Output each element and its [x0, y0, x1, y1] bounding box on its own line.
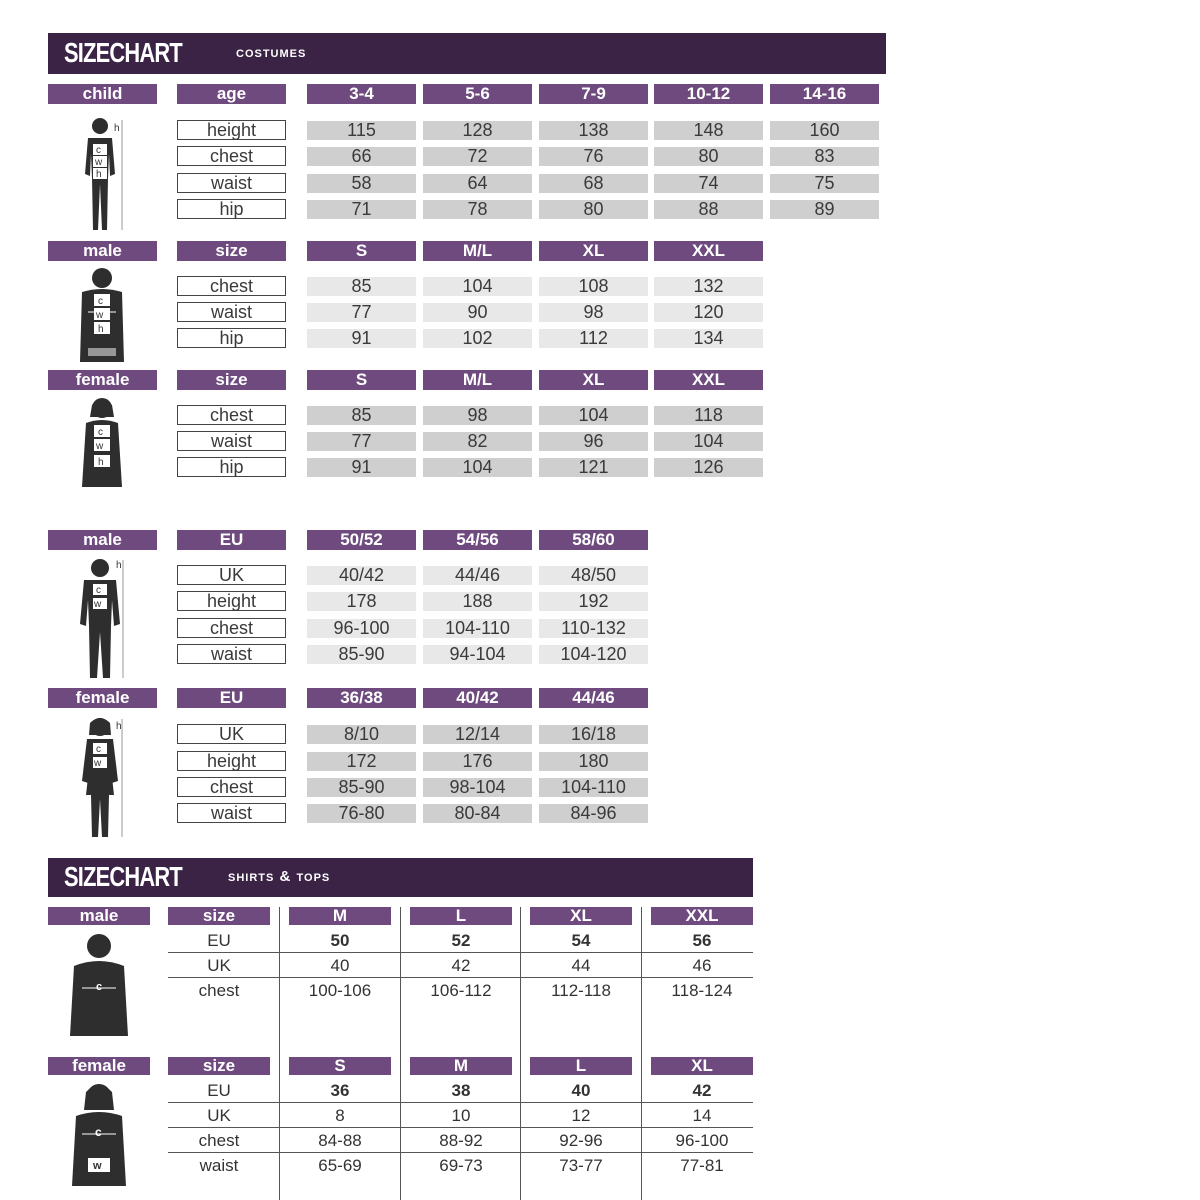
value-cell: 75 — [770, 174, 879, 193]
value-cell: 42 — [692, 1081, 712, 1100]
value-cell: 96 — [539, 432, 648, 451]
value-cell: 77-81 — [680, 1156, 724, 1175]
value-cell: 74 — [654, 174, 763, 193]
value-cell: 77 — [307, 303, 416, 322]
row-label: waist — [177, 302, 286, 322]
value-cell: 72 — [423, 147, 532, 166]
value-cell: 85-90 — [307, 778, 416, 797]
row-label: waist — [177, 803, 286, 823]
group-label-male: male — [48, 907, 150, 925]
size-header: 3-4 — [307, 84, 416, 104]
child-figure-icon — [78, 114, 128, 234]
value-cell: 36 — [330, 1081, 350, 1100]
value-cell: 10 — [451, 1106, 471, 1125]
value-cell: 50 — [330, 931, 350, 950]
value-cell: 83 — [770, 147, 879, 166]
svg-text:c: c — [96, 744, 101, 755]
size-header: 54/56 — [423, 530, 532, 550]
value-cell: 54 — [571, 931, 591, 950]
value-cell: 138 — [539, 121, 648, 140]
group-label-male: male — [48, 530, 157, 550]
group-label-female: female — [48, 688, 157, 708]
size-header: XXL — [651, 907, 753, 925]
value-cell: 88 — [654, 200, 763, 219]
value-cell: 98-104 — [423, 778, 532, 797]
value-cell: 85 — [307, 277, 416, 296]
value-cell: 40 — [571, 1081, 591, 1100]
row-divider — [168, 1152, 753, 1153]
value-cell: 44 — [571, 956, 591, 975]
value-cell: 73-77 — [559, 1156, 603, 1175]
costumes-banner-subtitle: costumes — [236, 44, 307, 61]
row-label: chest — [177, 146, 286, 166]
value-cell: 78 — [423, 200, 532, 219]
row-label: height — [177, 120, 286, 140]
value-cell: 120 — [654, 303, 763, 322]
value-cell: 14 — [692, 1106, 712, 1125]
costumes-banner — [48, 33, 886, 74]
value-cell: 68 — [539, 174, 648, 193]
value-cell: 118 — [654, 406, 763, 425]
row-label: hip — [177, 199, 286, 219]
row-label: hip — [177, 328, 286, 348]
value-cell: 76 — [539, 147, 648, 166]
value-cell: 128 — [423, 121, 532, 140]
header-label-size: size — [168, 1057, 270, 1075]
svg-text:w: w — [96, 310, 104, 321]
shirts-banner — [48, 858, 753, 897]
svg-text:w: w — [94, 599, 102, 610]
value-cell: 192 — [539, 592, 648, 611]
value-cell: 104-110 — [539, 778, 648, 797]
size-header: 50/52 — [307, 530, 416, 550]
column-divider — [279, 907, 280, 1200]
value-cell: 104 — [423, 277, 532, 296]
row-label: UK — [207, 1106, 231, 1125]
value-cell: 172 — [307, 752, 416, 771]
value-cell: 110-132 — [539, 619, 648, 638]
row-label: EU — [207, 1081, 231, 1100]
size-header: XL — [539, 241, 648, 261]
row-label: chest — [198, 981, 240, 1000]
header-label-size: size — [177, 370, 286, 390]
svg-text:w: w — [94, 758, 102, 769]
svg-text:c: c — [96, 145, 101, 156]
value-cell: 82 — [423, 432, 532, 451]
value-cell: 98 — [539, 303, 648, 322]
row-label: waist — [177, 644, 286, 664]
value-cell: 91 — [307, 458, 416, 477]
size-header: S — [289, 1057, 391, 1075]
header-label-eu: EU — [177, 688, 286, 708]
column-divider — [520, 907, 521, 1200]
svg-text:h: h — [96, 169, 102, 180]
female-torso-icon — [78, 395, 128, 491]
size-header: 40/42 — [423, 688, 532, 708]
header-label-size: size — [177, 241, 286, 261]
value-cell: 65-69 — [318, 1156, 362, 1175]
value-cell: 121 — [539, 458, 648, 477]
svg-text:h: h — [114, 123, 120, 134]
row-divider — [168, 1102, 753, 1103]
size-header: XXL — [654, 370, 763, 390]
value-cell: 104 — [423, 458, 532, 477]
value-cell: 108 — [539, 277, 648, 296]
value-cell: 8/10 — [307, 725, 416, 744]
value-cell: 104-110 — [423, 619, 532, 638]
size-header: M/L — [423, 241, 532, 261]
header-label-eu: EU — [177, 530, 286, 550]
value-cell: 92-96 — [559, 1131, 603, 1150]
header-label-size: size — [168, 907, 270, 925]
row-label: UK — [207, 956, 231, 975]
size-header: M — [410, 1057, 512, 1075]
value-cell: 104 — [539, 406, 648, 425]
value-cell: 46 — [692, 956, 712, 975]
value-cell: 44/46 — [423, 566, 532, 585]
value-cell: 56 — [692, 931, 712, 950]
row-label: waist — [177, 173, 286, 193]
svg-text:c: c — [98, 427, 103, 438]
value-cell: 84-96 — [539, 804, 648, 823]
svg-text:h: h — [98, 457, 104, 468]
value-cell: 178 — [307, 592, 416, 611]
value-cell: 80-84 — [423, 804, 532, 823]
value-cell: 38 — [451, 1081, 471, 1100]
size-header: M — [289, 907, 391, 925]
value-cell: 40/42 — [307, 566, 416, 585]
value-cell: 84-88 — [318, 1131, 362, 1150]
value-cell: 66 — [307, 147, 416, 166]
value-cell: 58 — [307, 174, 416, 193]
value-cell: 176 — [423, 752, 532, 771]
shirts-banner-title: SIZECHART — [64, 861, 182, 892]
size-header: 5-6 — [423, 84, 532, 104]
shirt-female-torso-icon — [66, 1080, 132, 1188]
value-cell: 76-80 — [307, 804, 416, 823]
row-label: waist — [199, 1156, 239, 1175]
row-label: height — [177, 751, 286, 771]
costumes-banner-title: SIZECHART — [64, 37, 182, 68]
value-cell: 160 — [770, 121, 879, 140]
value-cell: 16/18 — [539, 725, 648, 744]
size-header: S — [307, 370, 416, 390]
size-header: XL — [530, 907, 632, 925]
row-divider — [168, 977, 753, 978]
value-cell: 90 — [423, 303, 532, 322]
value-cell: 12 — [571, 1106, 591, 1125]
size-header: 7-9 — [539, 84, 648, 104]
row-divider — [168, 952, 753, 953]
value-cell: 91 — [307, 329, 416, 348]
value-cell: 100-106 — [308, 981, 372, 1000]
row-label: UK — [177, 724, 286, 744]
size-header: 14-16 — [770, 84, 879, 104]
value-cell: 40 — [330, 956, 350, 975]
svg-text:c: c — [96, 981, 103, 993]
value-cell: 85 — [307, 406, 416, 425]
value-cell: 80 — [654, 147, 763, 166]
row-label: UK — [177, 565, 286, 585]
row-label: chest — [177, 276, 286, 296]
value-cell: 115 — [307, 121, 416, 140]
value-cell: 77 — [307, 432, 416, 451]
value-cell: 118-124 — [671, 981, 733, 1000]
value-cell: 69-73 — [439, 1156, 483, 1175]
svg-text:h: h — [116, 560, 122, 571]
group-label-male: male — [48, 241, 157, 261]
value-cell: 96-100 — [307, 619, 416, 638]
value-cell: 180 — [539, 752, 648, 771]
size-header: L — [410, 907, 512, 925]
value-cell: 102 — [423, 329, 532, 348]
svg-text:w: w — [96, 441, 104, 452]
size-header: 58/60 — [539, 530, 648, 550]
value-cell: 8 — [335, 1106, 345, 1125]
row-label: chest — [198, 1131, 240, 1150]
male-torso-icon — [76, 266, 128, 362]
row-label: chest — [177, 618, 286, 638]
size-header: S — [307, 241, 416, 261]
header-label-age: age — [177, 84, 286, 104]
svg-text:c: c — [95, 1125, 102, 1139]
male-figure-icon — [76, 556, 128, 682]
female-figure-icon — [78, 715, 128, 841]
size-header: XL — [539, 370, 648, 390]
size-header: 10-12 — [654, 84, 763, 104]
value-cell: 85-90 — [307, 645, 416, 664]
value-cell: 42 — [451, 956, 471, 975]
row-label: chest — [177, 777, 286, 797]
svg-text:c: c — [98, 296, 103, 307]
value-cell: 80 — [539, 200, 648, 219]
value-cell: 88-92 — [439, 1131, 483, 1150]
value-cell: 48/50 — [539, 566, 648, 585]
value-cell: 71 — [307, 200, 416, 219]
svg-text:w: w — [93, 1160, 102, 1172]
value-cell: 126 — [654, 458, 763, 477]
value-cell: 188 — [423, 592, 532, 611]
column-divider — [641, 907, 642, 1200]
group-label-child: child — [48, 84, 157, 104]
svg-text:h: h — [98, 324, 104, 335]
size-header: XXL — [654, 241, 763, 261]
value-cell: 52 — [451, 931, 471, 950]
value-cell: 89 — [770, 200, 879, 219]
row-label: hip — [177, 457, 286, 477]
size-header: 44/46 — [539, 688, 648, 708]
size-header: XL — [651, 1057, 753, 1075]
value-cell: 96-100 — [675, 1131, 729, 1150]
shirts-banner-subtitle: shirts & tops — [228, 868, 331, 885]
svg-text:w: w — [95, 157, 103, 168]
value-cell: 112-118 — [551, 981, 611, 1000]
shirt-male-torso-icon — [66, 932, 132, 1040]
column-divider — [400, 907, 401, 1200]
value-cell: 132 — [654, 277, 763, 296]
value-cell: 64 — [423, 174, 532, 193]
row-label: chest — [177, 405, 286, 425]
svg-text:c: c — [96, 585, 101, 596]
row-label: waist — [177, 431, 286, 451]
value-cell: 98 — [423, 406, 532, 425]
value-cell: 104-120 — [539, 645, 648, 664]
group-label-female: female — [48, 370, 157, 390]
value-cell: 104 — [654, 432, 763, 451]
row-divider — [168, 1127, 753, 1128]
value-cell: 112 — [539, 329, 648, 348]
value-cell: 12/14 — [423, 725, 532, 744]
group-label-female: female — [48, 1057, 150, 1075]
size-header: L — [530, 1057, 632, 1075]
value-cell: 106-112 — [430, 981, 492, 1000]
size-header: M/L — [423, 370, 532, 390]
value-cell: 148 — [654, 121, 763, 140]
row-label: EU — [207, 931, 231, 950]
svg-text:h: h — [116, 721, 122, 732]
value-cell: 94-104 — [423, 645, 532, 664]
value-cell: 134 — [654, 329, 763, 348]
row-label: height — [177, 591, 286, 611]
size-header: 36/38 — [307, 688, 416, 708]
